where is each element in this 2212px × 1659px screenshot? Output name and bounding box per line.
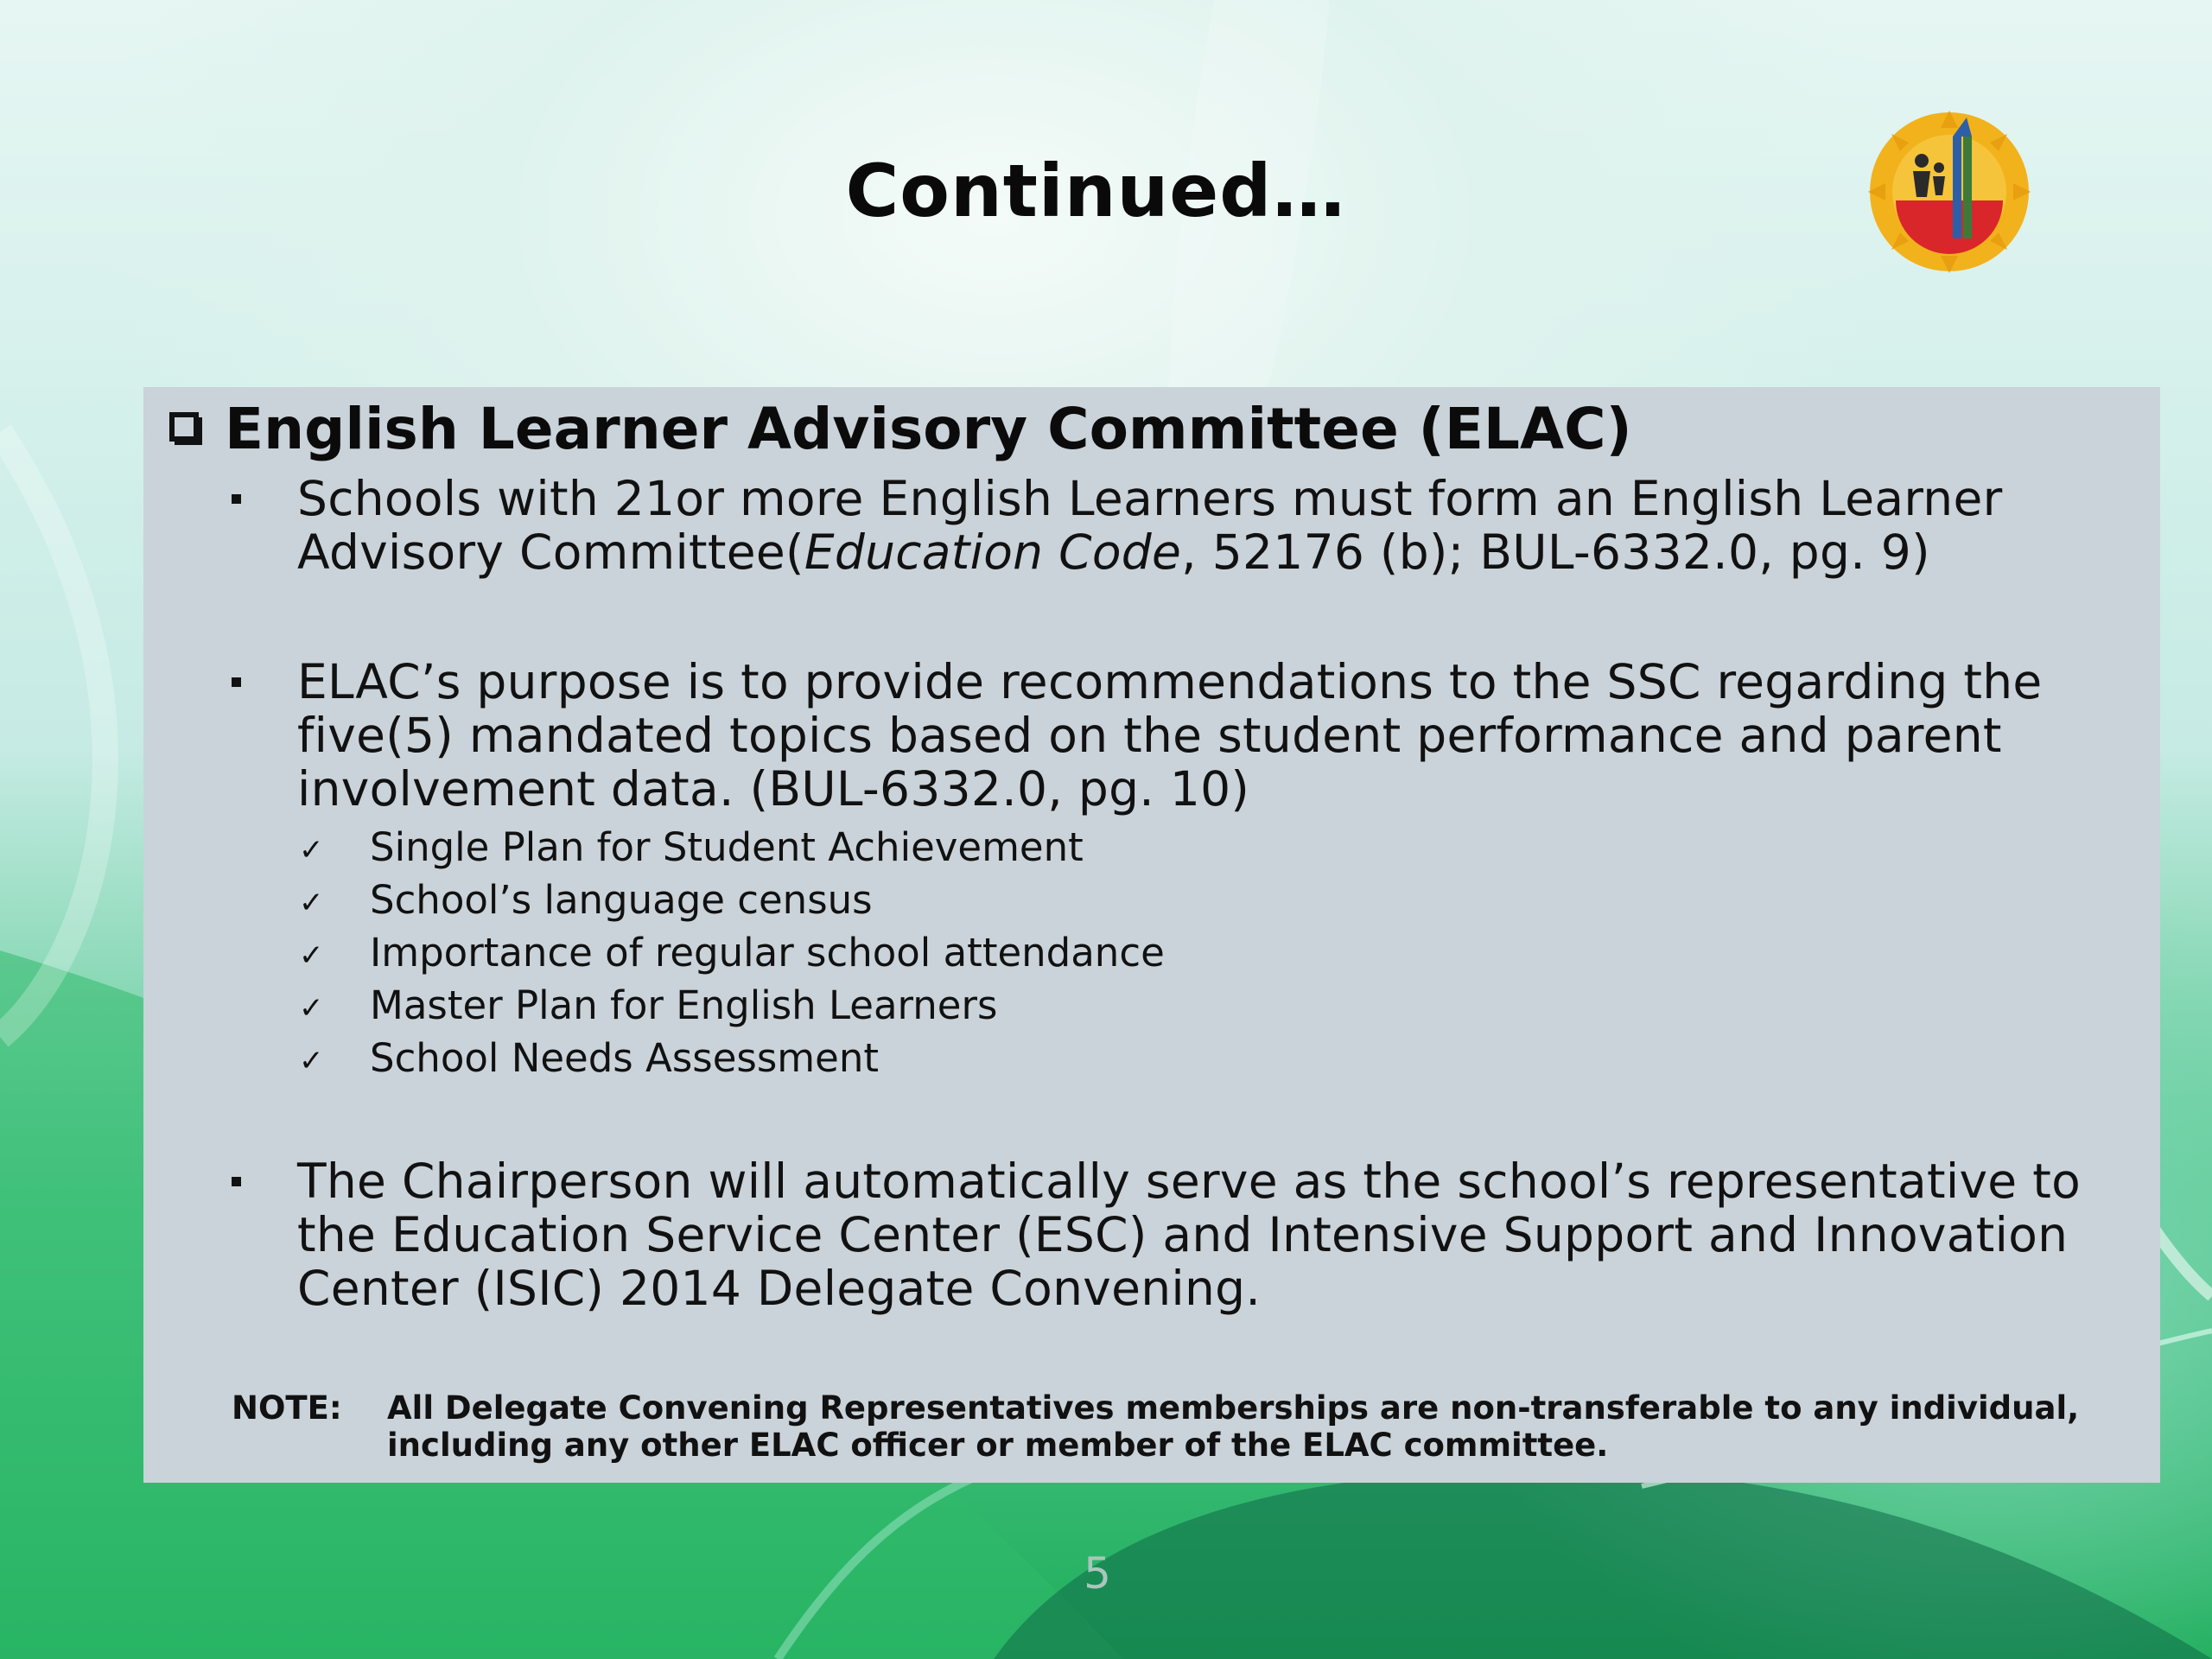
bullet-item: [297, 1154, 2155, 1315]
content-panel: [143, 387, 2160, 1483]
school-district-seal-icon: [1868, 111, 2031, 273]
bullet-text-italic: Education Code: [804, 524, 1182, 580]
bullet-text: The Chairperson will automatically serve as the school’s representative to the Education Service Center (ESC) and Intensive Support and Innovation Center (ISIC) 2014 Delegate Convening.: [297, 1154, 2082, 1316]
bullet-text: Schools with 21or more English Learners must form an English Learner Advisory Committee(: [297, 471, 2003, 580]
checklist-item: ✓ School’s language census: [299, 874, 1165, 926]
check-icon: ✓: [299, 938, 324, 973]
topic-checklist: [299, 821, 1165, 1084]
bullet-text: ELAC’s purpose is to provide recommendations to the SSC regarding the five(5) mandated topics based on the student performance and parent involvement data. (BUL-6332.0, pg. 10): [297, 654, 2043, 817]
note-text: All Delegate Convening Representatives memberships are non-transferable to any individual, including any other ELAC officer or member of the ELAC committee.: [387, 1389, 2080, 1464]
check-icon: ✓: [299, 886, 324, 920]
section-heading-text: English Learner Advisory Committee (ELAC): [225, 396, 1632, 462]
bullet-item: [297, 655, 2155, 816]
square-bullet-icon: [232, 494, 241, 504]
checklist-item: ✓ Single Plan for Student Achievement: [299, 821, 1165, 874]
bullet-item: [297, 472, 2155, 579]
note-label: NOTE:: [232, 1389, 342, 1427]
section-heading: [169, 396, 1632, 462]
check-icon: ✓: [299, 1044, 324, 1078]
checkbox-bullet-icon: [169, 412, 199, 442]
page-number: 5: [1084, 1548, 1111, 1599]
bullet-text: , 52176 (b); BUL-6332.0, pg. 9): [1181, 524, 1930, 580]
checklist-item: ✓ Master Plan for English Learners: [299, 979, 1165, 1032]
square-bullet-icon: [232, 677, 241, 687]
check-icon: ✓: [299, 991, 324, 1026]
square-bullet-icon: [232, 1177, 241, 1186]
check-icon: ✓: [299, 833, 324, 868]
checklist-item: ✓ School Needs Assessment: [299, 1032, 1165, 1084]
checklist-item: ✓ Importance of regular school attendance: [299, 926, 1165, 979]
slide-title: Continued…: [845, 149, 1346, 233]
